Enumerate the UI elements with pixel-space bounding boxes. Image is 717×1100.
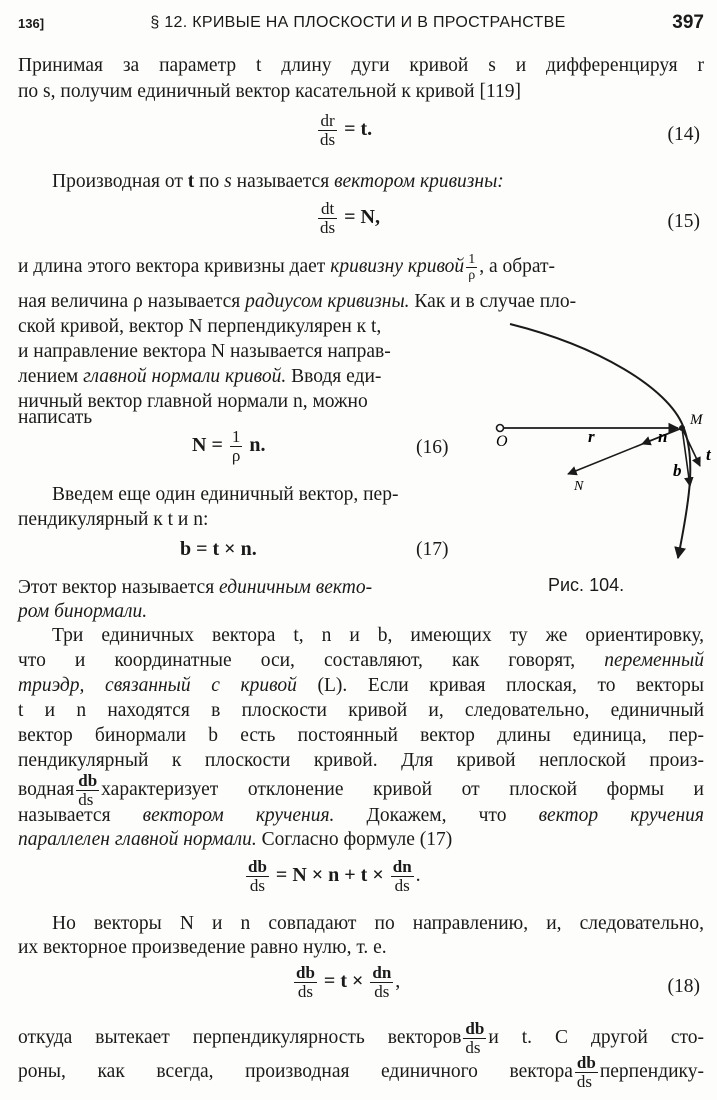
- text-line: триэдр, связанный с кривой (L). Если кривая плоская, то векторы: [18, 675, 704, 696]
- label-r: r: [588, 427, 595, 446]
- text-line: лением главной нормали кривой. Вводя еди-: [18, 366, 382, 387]
- text-line: откуда вытекает перпендикулярность векторов $\frac{db}{ds}$ и t. С другой сто-: [18, 1019, 704, 1057]
- equation-number: (15): [667, 211, 700, 232]
- equation-number: (18): [667, 976, 700, 997]
- equation-number: (14): [667, 124, 700, 145]
- text-line: ная величина ρ называется радиусом кривизны. Как и в случае пло-: [18, 291, 577, 312]
- fraction: $\frac{dn}{ds}$: [372, 963, 392, 1001]
- text-line: параллелен главной нормали. Согласно формуле (17): [18, 829, 453, 850]
- fraction: $\frac{dn}{ds}$: [392, 857, 412, 895]
- text-line: Производная от t по s называется вектором кривизны:: [52, 171, 504, 192]
- equation-unnumbered: $\frac{db}{ds}$ = N × n + t × $\frac{dn}{ds}$ .: [248, 857, 421, 895]
- fraction: $\frac{db}{ds}$: [296, 963, 315, 1001]
- text-line: что и координатные оси, составляют, как говорят, переменный: [18, 650, 704, 671]
- fraction: $\frac{dr}{ds}$: [320, 111, 336, 149]
- equation-15: $\frac{dt}{ds}$ = N,: [320, 199, 380, 237]
- label-n: n: [658, 427, 668, 446]
- text-line: ничный вектор главной нормали n, можно: [18, 391, 368, 412]
- label-M: M: [690, 412, 703, 428]
- text-line: водная $\frac{db}{ds}$ характеризует отклонение кривой от плоской формы и: [18, 771, 704, 809]
- text-line: Принимая за параметр t длину дуги кривой s и дифференцируя r: [18, 55, 704, 76]
- equation-number: (17): [416, 539, 449, 560]
- label-O: O: [496, 433, 508, 450]
- equation-18: $\frac{db}{ds}$ = t × $\frac{dn}{ds}$ ,: [296, 963, 401, 1001]
- text-line: роны, как всегда, производная единичного вектора $\frac{db}{ds}$ перпендику-: [18, 1053, 704, 1091]
- chapter-title: § 12. КРИВЫЕ НА ПЛОСКОСТИ И В ПРОСТРАНСТВЕ: [150, 14, 566, 31]
- label-t: t: [706, 445, 711, 464]
- fraction: $\frac{1}{\rho}$: [231, 427, 241, 465]
- text-line: их векторное произведение равно нулю, т. е.: [18, 937, 387, 958]
- text-line: Введем еще один единичный вектор, пер-: [52, 484, 399, 505]
- text-line: t и n находятся в плоскости кривой и, следовательно, единичный: [18, 700, 704, 721]
- page-number: 397: [672, 12, 704, 33]
- figure-caption: Рис. 104.: [548, 575, 625, 595]
- section-ref: 136]: [18, 16, 45, 31]
- fraction: $\frac{dt}{ds}$: [320, 199, 336, 237]
- equation-16: N = $\frac{1}{\rho}$ n.: [192, 427, 266, 465]
- fraction: $\frac{db}{ds}$: [78, 771, 98, 809]
- running-header: [18, 12, 704, 36]
- text-line: называется вектором кручения. Докажем, что вектор кручения: [18, 805, 704, 826]
- fraction: $\frac{db}{ds}$: [465, 1019, 485, 1057]
- equation-number: (16): [416, 437, 449, 458]
- text-line: написать: [18, 407, 93, 428]
- text-line: Этот вектор называется единичным векто-: [18, 577, 373, 598]
- equation-17: b = t × n.: [180, 538, 257, 560]
- text-line: вектор бинормали b есть постоянный вектор длины единица, пер-: [18, 725, 704, 746]
- text-line: Три единичных вектора t, n и b, имеющих ту же ориентировку,: [52, 625, 704, 646]
- figure-104: [478, 318, 717, 568]
- text-line: пендикулярный к плоскости кривой. Для кривой неплоской произ-: [18, 750, 704, 771]
- fraction: $\frac{db}{ds}$: [248, 857, 267, 895]
- fraction: $\frac{1}{\rho}$: [468, 252, 476, 283]
- text-line: Но векторы N и n совпадают по направлению, и, следовательно,: [52, 913, 704, 934]
- label-N: N: [574, 479, 584, 494]
- equation-14: $\frac{dr}{ds}$ = t.: [320, 111, 373, 149]
- text-line: и длина этого вектора кривизны дает кривизну кривой $\frac{1}{\rho}$ , а обрат-: [18, 252, 556, 283]
- origin-point: [497, 425, 504, 432]
- text-line: по s, получим единичный вектор касательной к кривой [119]: [18, 81, 521, 102]
- label-b: b: [673, 461, 682, 480]
- text-line: ской кривой, вектор N перпендикулярен к t,: [18, 316, 382, 337]
- text-line: и направление вектора N называется направ-: [18, 341, 391, 362]
- text-line: ром бинормали.: [18, 601, 148, 622]
- text-line: пендикулярный к t и n:: [18, 509, 209, 530]
- fraction: $\frac{db}{ds}$: [576, 1053, 596, 1091]
